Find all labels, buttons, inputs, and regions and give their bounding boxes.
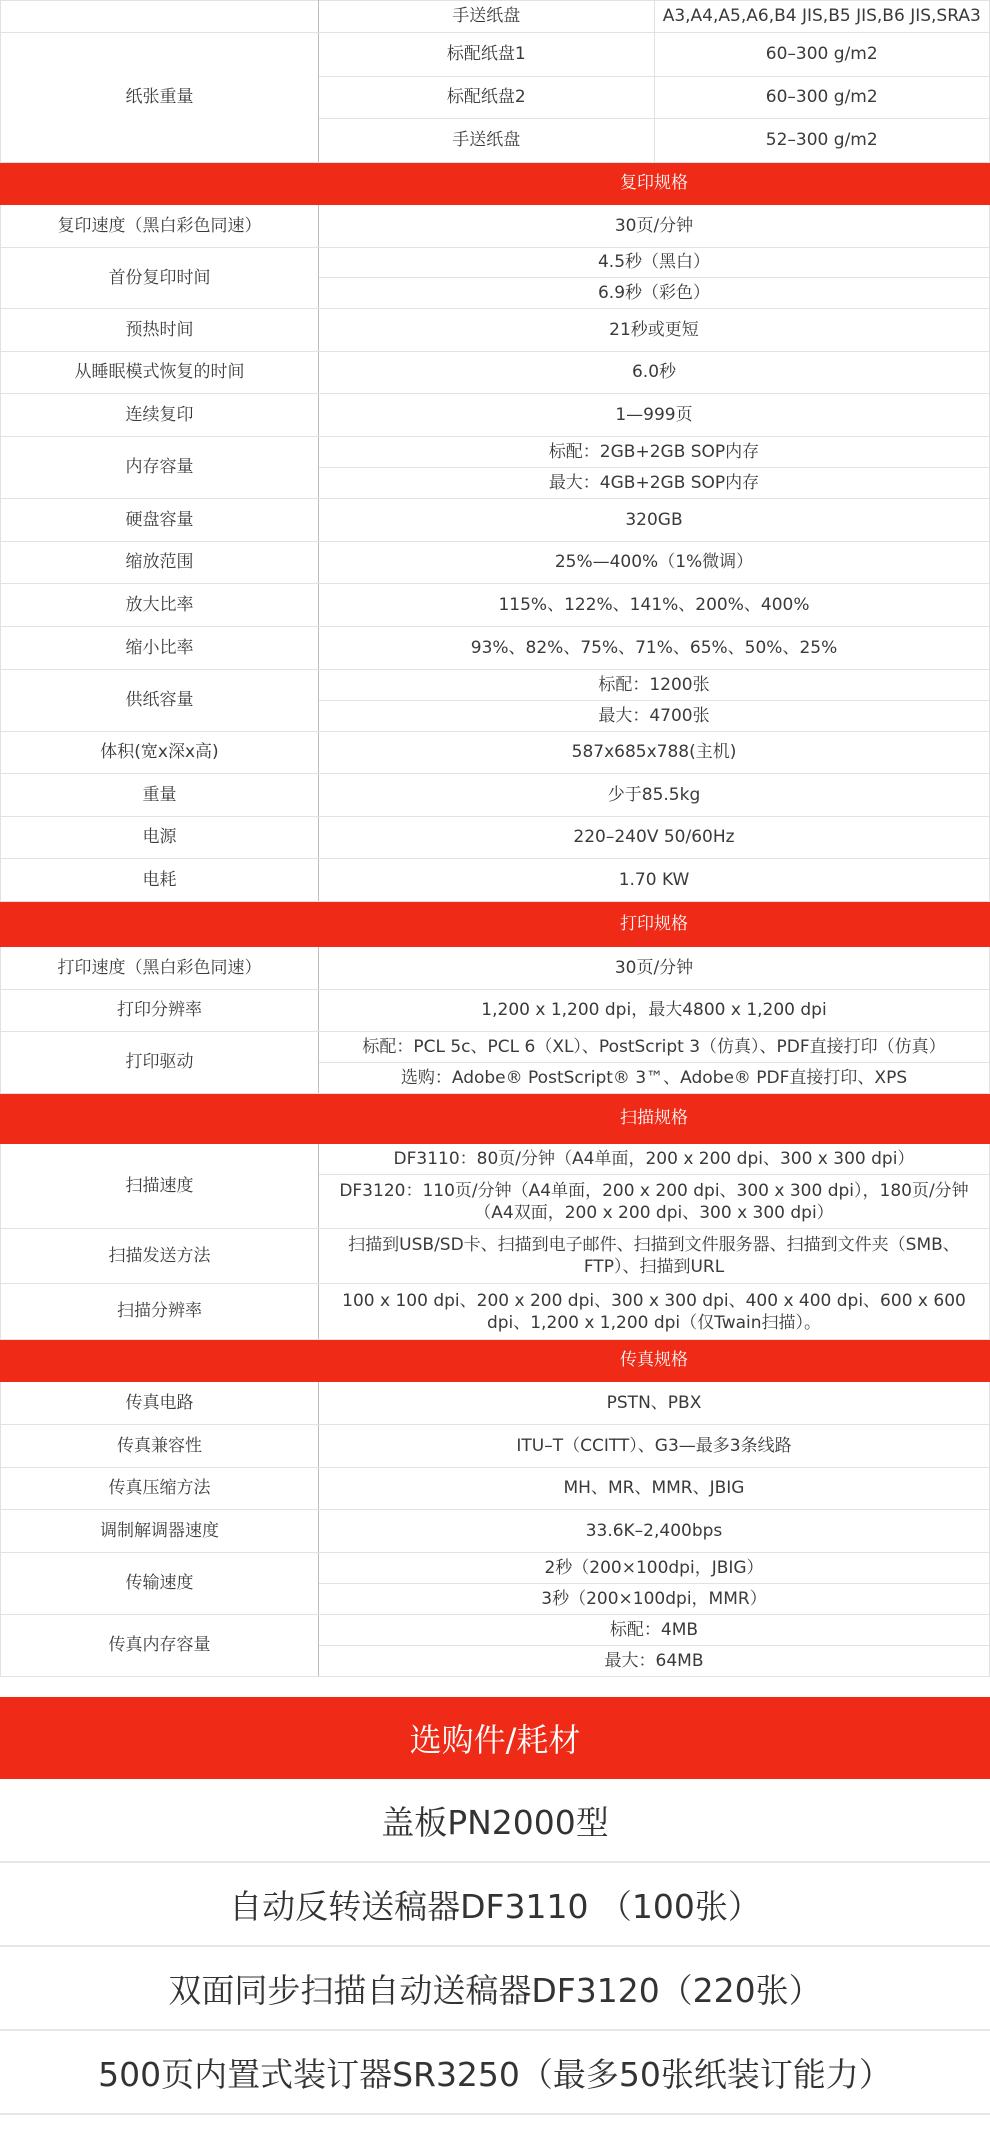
section-title: 打印规格 (319, 902, 990, 947)
row-value: 最大：4GB+2GB SOP内存 (319, 468, 990, 499)
table-row (1, 732, 990, 774)
accessories-section (0, 1697, 990, 2115)
table-row (1, 627, 990, 670)
row-label: 缩小比率 (1, 627, 319, 670)
row-value: 25%—400%（1%微调） (319, 542, 990, 584)
table-row (1, 1032, 990, 1063)
table-row (1, 990, 990, 1032)
row-value: 30页/分钟 (319, 205, 990, 248)
table-row (1, 1382, 990, 1425)
row-value: 3秒（200×100dpi，MMR） (319, 1584, 990, 1615)
row-value: 标配：2GB+2GB SOP内存 (319, 437, 990, 468)
row-label: 打印分辨率 (1, 990, 319, 1032)
row-value: 220–240V 50/60Hz (319, 817, 990, 859)
row-label: 硬盘容量 (1, 499, 319, 542)
section-title: 扫描规格 (319, 1094, 990, 1144)
row-value: 1—999页 (319, 394, 990, 437)
row-value: 标配：PCL 5c、PCL 6（XL）、PostScript 3（仿真）、PDF直接打印（仿真） (319, 1032, 990, 1063)
table-row (1, 394, 990, 437)
row-label: 传真压缩方法 (1, 1468, 319, 1510)
row-label: 打印驱动 (1, 1032, 319, 1094)
table-row (1, 1284, 990, 1340)
row-value: 60–300 g/m2 (654, 77, 990, 119)
accessory-item: 盖板PN2000型 (0, 1779, 990, 1863)
accessory-item: 500页内置式装订器SR3250（最多50张纸装订能力） (0, 2031, 990, 2115)
row-value: 1,200 x 1,200 dpi，最大4800 x 1,200 dpi (319, 990, 990, 1032)
row-value: 6.9秒（彩色） (319, 278, 990, 309)
row-label: 预热时间 (1, 309, 319, 352)
row-value: MH、MR、MMR、JBIG (319, 1468, 990, 1510)
row-label: 复印速度（黑白彩色同速） (1, 205, 319, 248)
row-value: ITU–T（CCITT）、G3—最多3条线路 (319, 1425, 990, 1468)
row-value: 100 x 100 dpi、200 x 200 dpi、300 x 300 dpi、400 x 400 dpi、600 x 600 dpi、1,200 x 1,200 dpi（仅Twain扫描）。 (319, 1284, 990, 1340)
section-band-left (1, 1094, 319, 1144)
table-row (1, 947, 990, 990)
table-row (1, 542, 990, 584)
table-row (1, 1, 990, 33)
row-label: 连续复印 (1, 394, 319, 437)
row-value: 93%、82%、75%、71%、65%、50%、25% (319, 627, 990, 670)
row-sublabel: 标配纸盘2 (319, 77, 655, 119)
table-row (1, 205, 990, 248)
row-value: DF3110：80页/分钟（A4单面，200 x 200 dpi、300 x 300 dpi） (319, 1144, 990, 1175)
section-header-scan (1, 1094, 990, 1144)
table-row (1, 817, 990, 859)
row-label: 从睡眠模式恢复的时间 (1, 352, 319, 394)
row-value: 标配：4MB (319, 1615, 990, 1646)
row-label: 传真兼容性 (1, 1425, 319, 1468)
row-value: 60–300 g/m2 (654, 33, 990, 77)
row-value: 587x685x788(主机) (319, 732, 990, 774)
table-row (1, 309, 990, 352)
table-row (1, 584, 990, 627)
section-header-copy (1, 163, 990, 205)
row-label: 调制解调器速度 (1, 1510, 319, 1553)
section-band-left (1, 163, 319, 205)
row-label: 扫描分辨率 (1, 1284, 319, 1340)
row-label: 放大比率 (1, 584, 319, 627)
row-value: 标配：1200张 (319, 670, 990, 701)
row-value: 选购：Adobe® PostScript® 3™、Adobe® PDF直接打印、XPS (319, 1063, 990, 1094)
row-value: 320GB (319, 499, 990, 542)
section-header-print (1, 902, 990, 947)
row-value: A3,A4,A5,A6,B4 JIS,B5 JIS,B6 JIS,SRA3 (654, 1, 990, 33)
table-row (1, 1229, 990, 1284)
section-band-left (1, 902, 319, 947)
row-value: 最大：4700张 (319, 701, 990, 732)
table-row (1, 774, 990, 817)
row-label: 内存容量 (1, 437, 319, 499)
row-label: 传输速度 (1, 1553, 319, 1615)
row-sublabel: 手送纸盘 (319, 119, 655, 163)
row-value: 少于85.5kg (319, 774, 990, 817)
section-title: 传真规格 (319, 1340, 990, 1382)
table-row (1, 352, 990, 394)
row-label: 体积(宽x深x高) (1, 732, 319, 774)
row-label: 重量 (1, 774, 319, 817)
table-row (1, 499, 990, 542)
table-row (1, 1468, 990, 1510)
table-row (1, 1553, 990, 1584)
table-row (1, 670, 990, 701)
row-value: 1.70 KW (319, 859, 990, 902)
row-value: 4.5秒（黑白） (319, 248, 990, 278)
accessory-item: 自动反转送稿器DF3110 （100张） (0, 1863, 990, 1947)
row-value: 33.6K–2,400bps (319, 1510, 990, 1553)
row-value: PSTN、PBX (319, 1382, 990, 1425)
section-band-left (1, 1340, 319, 1382)
row-label: 传真内存容量 (1, 1615, 319, 1677)
row-sublabel: 手送纸盘 (319, 1, 655, 33)
row-label (1, 1, 319, 33)
row-label: 打印速度（黑白彩色同速） (1, 947, 319, 990)
accessory-item: 双面同步扫描自动送稿器DF3120（220张） (0, 1947, 990, 2031)
table-row (1, 33, 990, 77)
row-value: 最大：64MB (319, 1646, 990, 1677)
row-label: 电源 (1, 817, 319, 859)
row-value: 21秒或更短 (319, 309, 990, 352)
row-value: DF3120：110页/分钟（A4单面，200 x 200 dpi、300 x 300 dpi），180页/分钟（A4双面，200 x 200 dpi、300 x 300 dpi） (319, 1175, 990, 1229)
row-label: 纸张重量 (1, 33, 319, 163)
table-row (1, 1510, 990, 1553)
row-value: 30页/分钟 (319, 947, 990, 990)
table-row (1, 1615, 990, 1646)
row-label: 扫描发送方法 (1, 1229, 319, 1284)
table-row (1, 1425, 990, 1468)
section-title: 复印规格 (319, 163, 990, 205)
row-label: 传真电路 (1, 1382, 319, 1425)
row-label: 供纸容量 (1, 670, 319, 732)
row-value: 115%、122%、141%、200%、400% (319, 584, 990, 627)
row-value: 52–300 g/m2 (654, 119, 990, 163)
row-label: 缩放范围 (1, 542, 319, 584)
row-value: 2秒（200×100dpi，JBIG） (319, 1553, 990, 1584)
row-label: 首份复印时间 (1, 248, 319, 309)
row-label: 扫描速度 (1, 1144, 319, 1229)
row-value: 6.0秒 (319, 352, 990, 394)
table-row (1, 437, 990, 468)
section-header-fax (1, 1340, 990, 1382)
accessories-title: 选购件/耗材 (0, 1697, 990, 1779)
row-label: 电耗 (1, 859, 319, 902)
row-sublabel: 标配纸盘1 (319, 33, 655, 77)
table-row (1, 1144, 990, 1175)
table-row (1, 248, 990, 278)
row-value: 扫描到USB/SD卡、扫描到电子邮件、扫描到文件服务器、扫描到文件夹（SMB、FTP）、扫描到URL (319, 1229, 990, 1284)
table-row (1, 859, 990, 902)
